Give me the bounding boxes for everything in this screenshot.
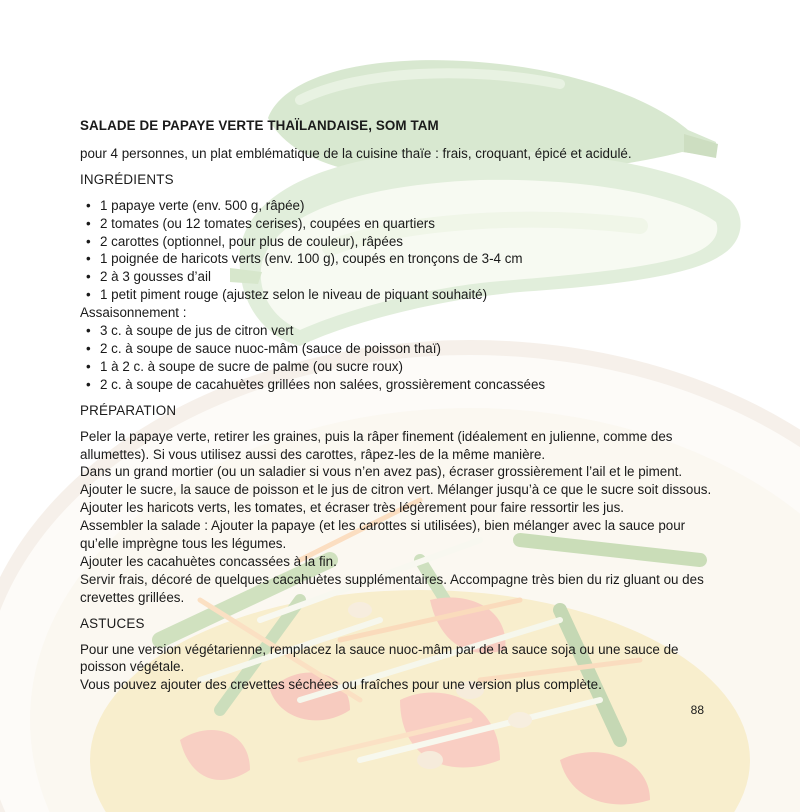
preparation-steps bbox=[80, 428, 720, 607]
tips-heading: ASTUCES bbox=[80, 615, 145, 631]
ingredient-item: • 2 à 3 gousses d’ail bbox=[100, 268, 720, 286]
preparation-step: Ajouter le sucre, la sauce de poisson et le jus de citron vert. Mélanger jusqu’à ce que le sucre soit dissous. Ajouter les haricots verts, les tomates, et écraser très légèrement pour faire ressortir les jus. bbox=[80, 482, 712, 516]
preparation-step: Assembler la salade : Ajouter la papaye (et les carottes si utilisées), bien mélanger avec la sauce pour qu’elle imprègne tous les légumes. bbox=[80, 518, 686, 552]
tip-item: Pour une version végétarienne, remplacez la sauce nuoc-mâm par de la sauce soja ou une sauce de poisson végétale. bbox=[80, 641, 679, 675]
ingredients-heading: INGRÉDIENTS bbox=[80, 171, 174, 187]
preparation-step: Ajouter les cacahuètes concassées à la fin. bbox=[80, 553, 337, 569]
tips-list bbox=[80, 641, 720, 695]
preparation-step: Peler la papaye verte, retirer les graines, puis la râper finement (idéalement en julienne, comme des allumettes). Si vous utilisez aussi des carottes, râpez-les de la même manière. bbox=[80, 428, 673, 462]
ingredient-item: • 1 poignée de haricots verts (env. 100 g), coupés en tronçons de 3-4 cm bbox=[100, 250, 720, 268]
ingredient-item: • 2 carottes (optionnel, pour plus de couleur), râpées bbox=[100, 233, 720, 251]
seasoning-item: • 1 à 2 c. à soupe de sucre de palme (ou sucre roux) bbox=[100, 358, 720, 376]
ingredient-item: • 1 petit piment rouge (ajustez selon le niveau de piquant souhaité) bbox=[100, 286, 720, 304]
seasoning-item: • 2 c. à soupe de sauce nuoc-mâm (sauce de poisson thaï) bbox=[100, 340, 720, 358]
seasoning-heading: Assaisonnement : bbox=[80, 305, 187, 321]
preparation-heading: PRÉPARATION bbox=[80, 402, 177, 418]
recipe-intro: pour 4 personnes, un plat emblématique de la cuisine thaïe : frais, croquant, épicé et acidulé. bbox=[80, 145, 632, 161]
ingredient-item: • 1 papaye verte (env. 500 g, râpée) bbox=[100, 197, 720, 215]
page-number: 88 bbox=[690, 703, 704, 717]
seasoning-item: • 3 c. à soupe de jus de citron vert bbox=[100, 322, 720, 340]
recipe-content bbox=[80, 117, 720, 702]
ingredients-list bbox=[80, 197, 720, 304]
tip-item: Vous pouvez ajouter des crevettes séchées ou fraîches pour une version plus complète. bbox=[80, 677, 602, 693]
preparation-step: Dans un grand mortier (ou un saladier si vous n’en avez pas), écraser grossièrement l’ail et le piment. bbox=[80, 464, 683, 480]
seasoning-item: • 2 c. à soupe de cacahuètes grillées non salées, grossièrement concassées bbox=[100, 376, 720, 394]
recipe-title: SALADE DE PAPAYE VERTE THAÏLANDAISE, SOM TAM bbox=[80, 118, 439, 133]
seasoning-list bbox=[80, 322, 720, 394]
preparation-step: Servir frais, décoré de quelques cacahuètes supplémentaires. Accompagne très bien du riz gluant ou des crevettes grillées. bbox=[80, 571, 704, 605]
ingredient-item: • 2 tomates (ou 12 tomates cerises), coupées en quartiers bbox=[100, 215, 720, 233]
